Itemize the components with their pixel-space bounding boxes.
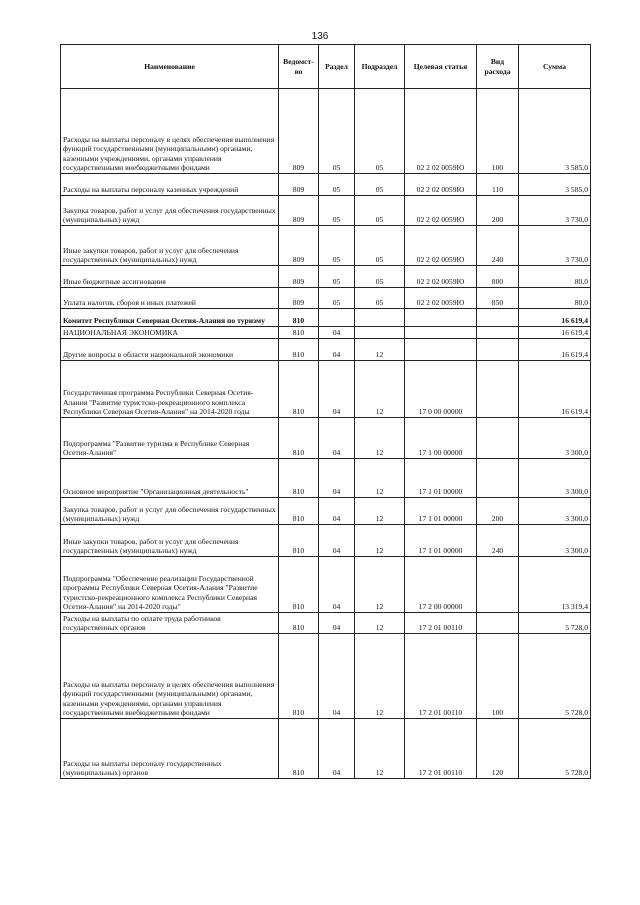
- cell-section: 04: [319, 719, 355, 779]
- cell-dept: 809: [279, 89, 319, 174]
- table-row: [61, 361, 591, 418]
- table-row: [61, 266, 591, 288]
- cell-name: Расходы на выплаты по оплате труда работников государственных органов: [61, 613, 279, 634]
- cell-target: 02 2 02 0059Ю: [405, 226, 477, 266]
- column-header-dept: Ведомст-во: [279, 45, 319, 89]
- table-row: [61, 525, 591, 557]
- cell-name: Иные закупки товаров, работ и услуг для обеспечения государственных (муниципальных) нужд: [61, 226, 279, 266]
- cell-kind: 100: [477, 89, 519, 174]
- table-row: [61, 634, 591, 719]
- cell-subsection: 12: [355, 459, 405, 498]
- cell-name: Комитет Республики Северная Осетия-Алания по туризму: [61, 309, 279, 327]
- cell-kind: [477, 459, 519, 498]
- cell-subsection: 05: [355, 89, 405, 174]
- cell-subsection: 12: [355, 719, 405, 779]
- cell-dept: 810: [279, 361, 319, 418]
- cell-name: Расходы на выплаты персоналу государственных (муниципальных) органов: [61, 719, 279, 779]
- cell-name: Расходы на выплаты персоналу в целях обеспечения выполнения функций государственными (муниципальными) органами, казенными учреждениями, органами управления государственными внебюджетными фондами: [61, 634, 279, 719]
- cell-section: 04: [319, 339, 355, 361]
- cell-kind: [477, 309, 519, 327]
- cell-subsection: 12: [355, 339, 405, 361]
- table-row: [61, 719, 591, 779]
- cell-dept: 809: [279, 174, 319, 196]
- cell-dept: 810: [279, 309, 319, 327]
- cell-dept: 809: [279, 266, 319, 288]
- cell-subsection: 12: [355, 361, 405, 418]
- cell-section: 05: [319, 196, 355, 226]
- cell-dept: 810: [279, 459, 319, 498]
- cell-sum: 5 728,0: [519, 719, 591, 779]
- cell-section: 04: [319, 613, 355, 634]
- cell-target: [405, 309, 477, 327]
- cell-section: 04: [319, 361, 355, 418]
- cell-sum: 3 585,0: [519, 89, 591, 174]
- cell-dept: 809: [279, 226, 319, 266]
- cell-dept: 810: [279, 719, 319, 779]
- cell-dept: 810: [279, 418, 319, 459]
- cell-dept: 810: [279, 525, 319, 557]
- cell-target: 02 2 02 0059Ю: [405, 288, 477, 309]
- cell-section: 05: [319, 89, 355, 174]
- cell-subsection: [355, 327, 405, 339]
- cell-section: [319, 309, 355, 327]
- cell-kind: [477, 557, 519, 613]
- page-number: 136: [311, 31, 329, 42]
- cell-section: 05: [319, 226, 355, 266]
- cell-sum: 13 319,4: [519, 557, 591, 613]
- cell-name: Подпрограмма "Обеспечение реализации Государственной программы Республики Северная Осетия-Алания "Развитие туристско-рекреационного комплекса Республики Северная Осетия-Алания" на 2014-2020 годы": [61, 557, 279, 613]
- table-row: [61, 174, 591, 196]
- cell-subsection: 12: [355, 557, 405, 613]
- cell-subsection: 05: [355, 196, 405, 226]
- column-header-name: Наименование: [61, 45, 279, 89]
- cell-subsection: 05: [355, 226, 405, 266]
- cell-section: 04: [319, 459, 355, 498]
- table-row: [61, 557, 591, 613]
- cell-subsection: 05: [355, 174, 405, 196]
- table-row: [61, 498, 591, 525]
- cell-kind: [477, 613, 519, 634]
- cell-target: [405, 327, 477, 339]
- table-header-row: [61, 45, 591, 89]
- cell-target: 17 1 00 00000: [405, 418, 477, 459]
- cell-subsection: 12: [355, 634, 405, 719]
- cell-section: 04: [319, 557, 355, 613]
- table-row: [61, 327, 591, 339]
- cell-section: 05: [319, 266, 355, 288]
- cell-sum: 80,0: [519, 266, 591, 288]
- cell-sum: 3 300,0: [519, 498, 591, 525]
- budget-table: [60, 44, 591, 779]
- cell-name: Расходы на выплаты персоналу в целях обеспечения выполнения функций государственными (муниципальными) органами, казенными учреждениями, органами управления государственными внебюджетными фондами: [61, 89, 279, 174]
- cell-dept: 810: [279, 339, 319, 361]
- cell-name: Иные бюджетные ассигнования: [61, 266, 279, 288]
- cell-sum: 16 619,4: [519, 327, 591, 339]
- cell-target: 02 2 02 0059Ю: [405, 196, 477, 226]
- cell-section: 05: [319, 174, 355, 196]
- cell-name: Подпрограмма "Развитие туризма в Республике Северная Осетия-Алания": [61, 418, 279, 459]
- cell-name: Основное мероприятие "Организационная деятельность": [61, 459, 279, 498]
- table-row: [61, 613, 591, 634]
- cell-kind: 110: [477, 174, 519, 196]
- cell-name: Закупка товаров, работ и услуг для обеспечения государственных (муниципальных) нужд: [61, 498, 279, 525]
- cell-sum: 3 300,0: [519, 525, 591, 557]
- cell-target: 17 2 01 00110: [405, 719, 477, 779]
- table-row: [61, 196, 591, 226]
- cell-section: 04: [319, 498, 355, 525]
- cell-dept: 810: [279, 634, 319, 719]
- cell-sum: 3 730,0: [519, 196, 591, 226]
- cell-name: Закупка товаров, работ и услуг для обеспечения государственных (муниципальных) нужд: [61, 196, 279, 226]
- cell-sum: 3 300,0: [519, 418, 591, 459]
- cell-kind: [477, 361, 519, 418]
- cell-section: 04: [319, 634, 355, 719]
- cell-sum: 5 728,0: [519, 613, 591, 634]
- cell-dept: 809: [279, 196, 319, 226]
- column-header-kind: Вид расхода: [477, 45, 519, 89]
- column-header-subsection: Подраздел: [355, 45, 405, 89]
- cell-subsection: 05: [355, 266, 405, 288]
- cell-target: 17 1 01 00000: [405, 525, 477, 557]
- cell-section: 04: [319, 327, 355, 339]
- cell-subsection: 12: [355, 498, 405, 525]
- cell-name: Государственная программа Республики Северная Осетия-Алания "Развитие туристско-рекреационного комплекса Республики Северная Осетия-Алания" на 2014-2020 годы: [61, 361, 279, 418]
- table-row: [61, 418, 591, 459]
- cell-target: 17 2 01 00110: [405, 634, 477, 719]
- cell-section: 05: [319, 288, 355, 309]
- cell-sum: 5 728,0: [519, 634, 591, 719]
- column-header-target: Целевая статья: [405, 45, 477, 89]
- cell-dept: 810: [279, 613, 319, 634]
- cell-kind: 240: [477, 226, 519, 266]
- cell-kind: 240: [477, 525, 519, 557]
- cell-target: 02 2 02 0059Ю: [405, 266, 477, 288]
- cell-subsection: 12: [355, 418, 405, 459]
- cell-subsection: 12: [355, 613, 405, 634]
- cell-target: 02 2 02 0059Ю: [405, 89, 477, 174]
- cell-target: [405, 339, 477, 361]
- cell-dept: 810: [279, 557, 319, 613]
- cell-kind: 800: [477, 266, 519, 288]
- table-row: [61, 459, 591, 498]
- cell-kind: 120: [477, 719, 519, 779]
- cell-kind: 200: [477, 498, 519, 525]
- cell-target: 02 2 02 0059Ю: [405, 174, 477, 196]
- table-row: [61, 339, 591, 361]
- cell-name: Иные закупки товаров, работ и услуг для обеспечения государственных (муниципальных) нужд: [61, 525, 279, 557]
- cell-sum: 3 585,0: [519, 174, 591, 196]
- table-row: [61, 226, 591, 266]
- cell-target: 17 1 01 00000: [405, 498, 477, 525]
- cell-target: 17 0 00 00000: [405, 361, 477, 418]
- cell-kind: [477, 418, 519, 459]
- cell-sum: 3 300,0: [519, 459, 591, 498]
- table-row: [61, 309, 591, 327]
- cell-target: 17 2 01 00110: [405, 613, 477, 634]
- cell-sum: 16 619,4: [519, 309, 591, 327]
- table-row: [61, 89, 591, 174]
- cell-kind: [477, 339, 519, 361]
- cell-subsection: 05: [355, 288, 405, 309]
- cell-sum: 16 619,4: [519, 339, 591, 361]
- column-header-section: Раздел: [319, 45, 355, 89]
- cell-sum: 16 619,4: [519, 361, 591, 418]
- cell-kind: 850: [477, 288, 519, 309]
- table-row: [61, 288, 591, 309]
- cell-name: Другие вопросы в области национальной экономики: [61, 339, 279, 361]
- cell-target: 17 2 00 00000: [405, 557, 477, 613]
- cell-dept: 810: [279, 498, 319, 525]
- cell-dept: 809: [279, 288, 319, 309]
- cell-sum: 3 730,0: [519, 226, 591, 266]
- cell-name: Уплата налогов, сборов и иных платежей: [61, 288, 279, 309]
- cell-subsection: 12: [355, 525, 405, 557]
- cell-kind: 200: [477, 196, 519, 226]
- cell-dept: 810: [279, 327, 319, 339]
- cell-sum: 80,0: [519, 288, 591, 309]
- cell-name: НАЦИОНАЛЬНАЯ ЭКОНОМИКА: [61, 327, 279, 339]
- cell-section: 04: [319, 525, 355, 557]
- cell-name: Расходы на выплаты персоналу казенных учреждений: [61, 174, 279, 196]
- cell-kind: [477, 327, 519, 339]
- cell-section: 04: [319, 418, 355, 459]
- cell-subsection: [355, 309, 405, 327]
- cell-kind: 100: [477, 634, 519, 719]
- cell-target: 17 1 01 00000: [405, 459, 477, 498]
- column-header-sum: Сумма: [519, 45, 591, 89]
